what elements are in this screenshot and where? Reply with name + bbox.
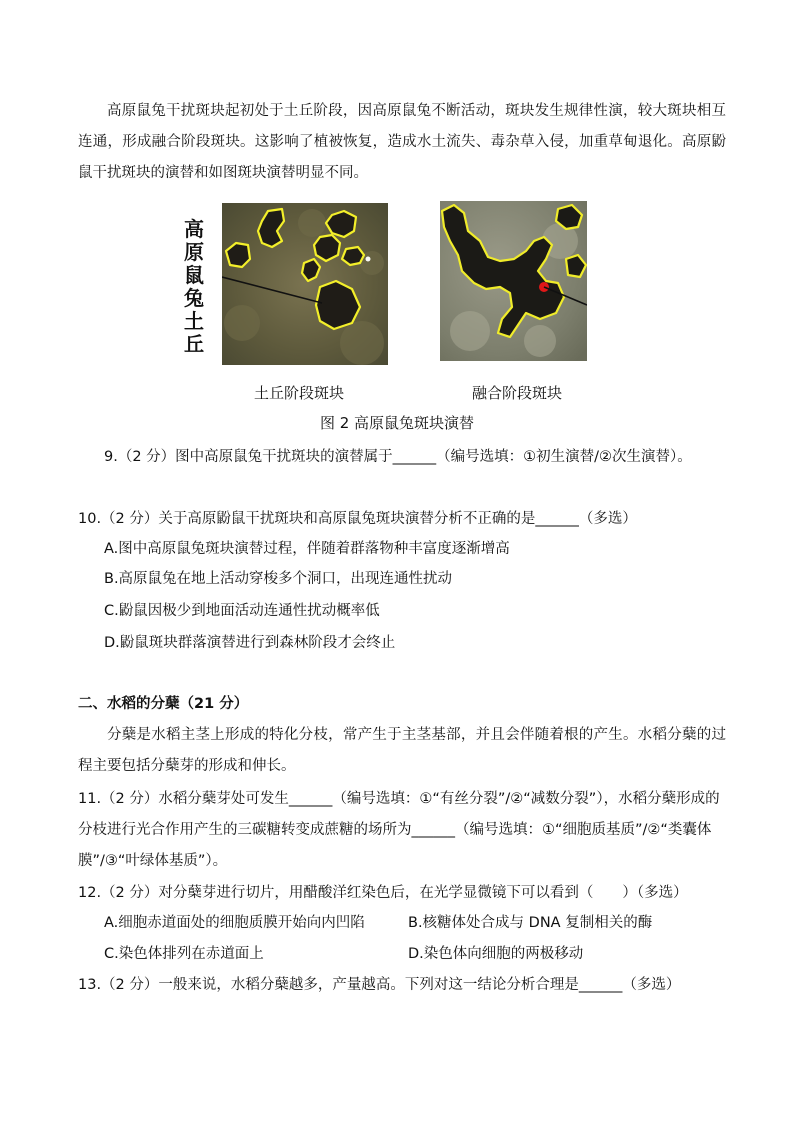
- question-10-option-d: D.鼢鼠斑块群落演替进行到森林阶段才会终止: [104, 635, 396, 651]
- question-12-option-b: B.核糖体处合成与 DNA 复制相关的酶: [408, 915, 653, 931]
- question-13: 13.（2 分）一般来说，水稻分蘖越多，产量越高。下列对这一结论分析合理是______（多选）: [78, 977, 681, 993]
- question-12-stem: 12.（2 分）对分蘖芽进行切片，用醋酸洋红染色后，在光学显微镜下可以看到（ ）（多选）: [78, 885, 688, 901]
- question-12-option-d: D.染色体向细胞的两极移动: [408, 946, 584, 962]
- question-10-option-c: C.鼢鼠因极少到地面活动连通性扰动概率低: [104, 603, 380, 619]
- merged-stage-photo: [440, 201, 587, 361]
- intro-paragraph: 高原鼠兔干扰斑块起初处于土丘阶段，因高原鼠兔不断活动，斑块发生规律性演，较大斑块相互连通，形成融合阶段斑块。这影响了植被恢复，造成水土流失、毒杂草入侵，加重草甸退化。高原鼢鼠干扰斑块的演替和如图斑块演替明显不同。: [78, 103, 726, 181]
- question-10-option-b: B.高原鼠兔在地上活动穿梭多个洞口，出现连通性扰动: [104, 571, 453, 587]
- left-photo-caption: 土丘阶段斑块: [254, 384, 345, 402]
- section-2-title: 二、水稻的分蘖（21 分）: [78, 696, 249, 712]
- figure-title: 图 2 高原鼠兔斑块演替: [319, 414, 475, 432]
- question-10-option-a: A.图中高原鼠兔斑块演替过程，伴随着群落物种丰富度逐渐增高: [104, 541, 510, 557]
- question-10-stem: 10.（2 分）关于高原鼢鼠干扰斑块和高原鼠兔斑块演替分析不正确的是______（多选）: [78, 511, 637, 527]
- question-11: 11.（2 分）水稻分蘖芽处可发生______（编号选填：①“有丝分裂”/②“减数分裂”），水稻分蘖形成的分枝进行光合作用产生的三碳糖转变成蔗糖的场所为______（编号选填：①“细胞质基质”/②“类囊体膜”/③“叶绿体基质”）。: [78, 791, 720, 869]
- figure-vertical-label: 高原鼠兔土丘: [184, 217, 204, 356]
- question-12-option-c: C.染色体排列在赤道面上: [104, 946, 264, 962]
- question-12-option-a: A.细胞赤道面处的细胞质膜开始向内凹陷: [104, 915, 365, 931]
- section-2-intro: 分蘖是水稻主茎上形成的特化分枝，常产生于主茎基部，并且会伴随着根的产生。水稻分蘖的过程主要包括分蘖芽的形成和伸长。: [78, 727, 726, 774]
- right-photo-caption: 融合阶段斑块: [472, 384, 563, 402]
- mound-stage-photo: [222, 203, 388, 365]
- question-9: 9.（2 分）图中高原鼠兔干扰斑块的演替属于______（编号选填：①初生演替/②次生演替）。: [104, 449, 692, 465]
